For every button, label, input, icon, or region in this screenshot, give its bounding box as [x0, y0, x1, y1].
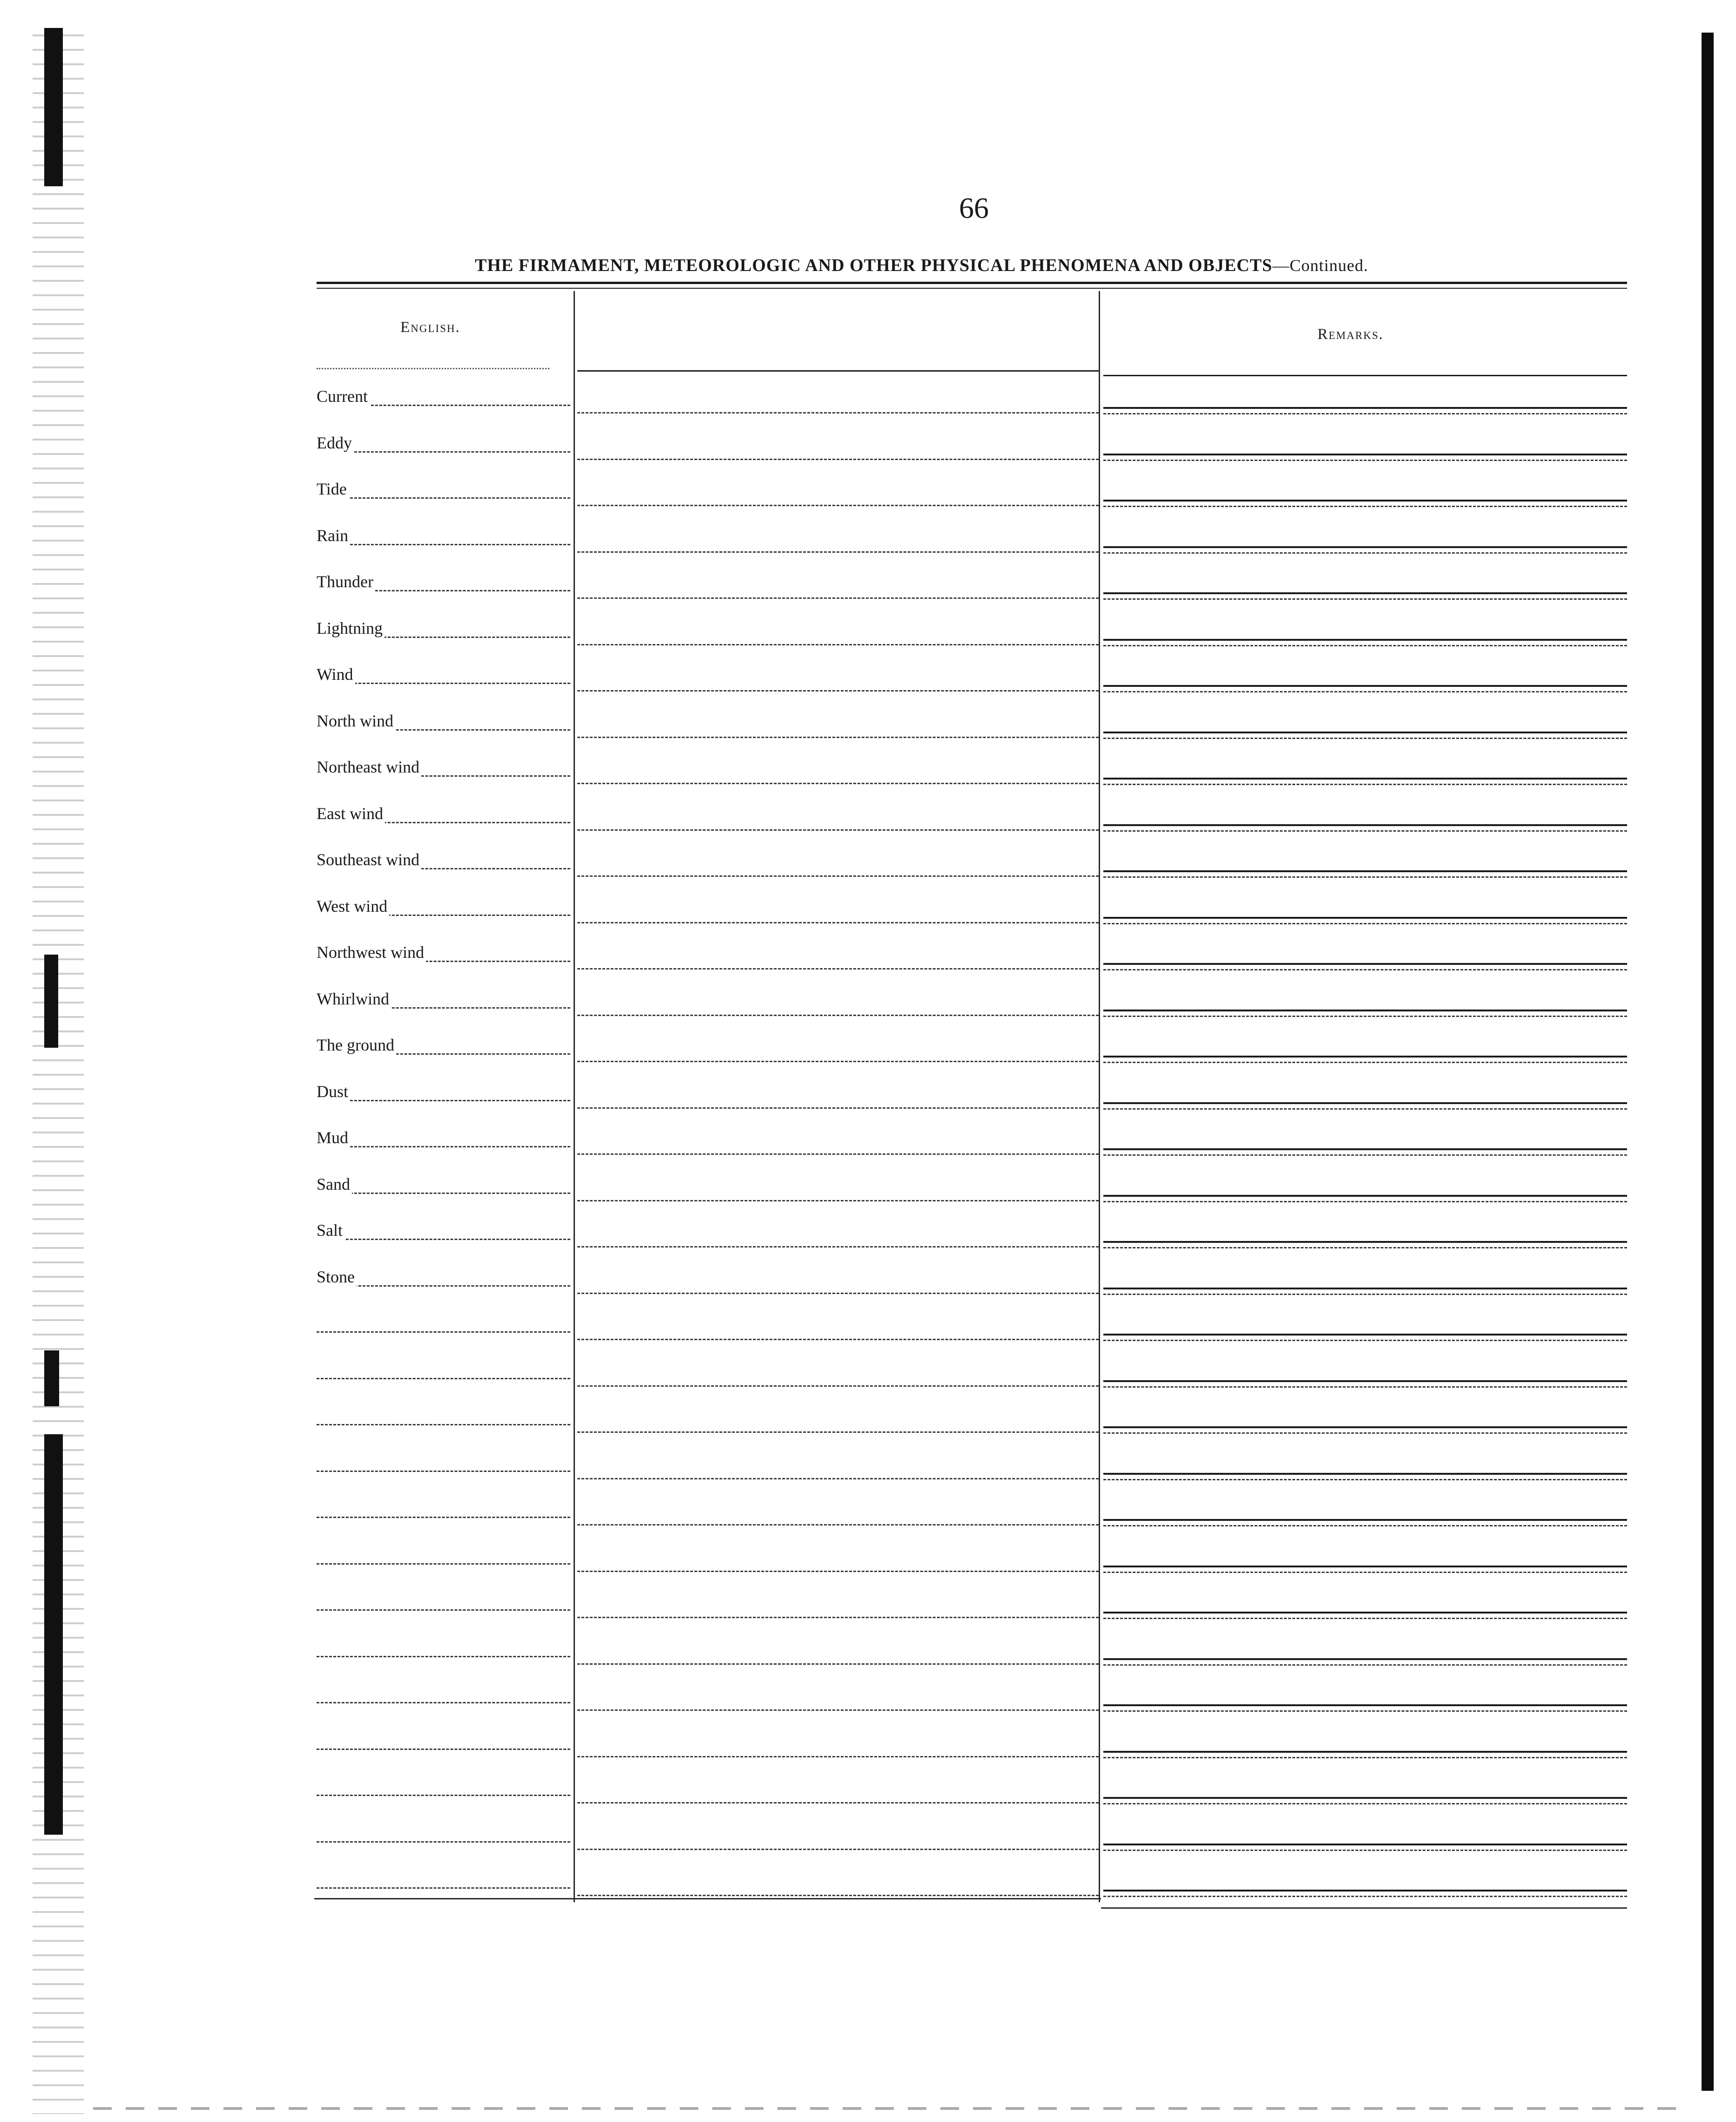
row-line-middle [577, 459, 1099, 460]
row-leader-line [317, 1193, 570, 1194]
page-title-continued: —Continued. [1272, 256, 1369, 275]
row-line-remarks [1103, 546, 1627, 548]
row-leader-line [317, 1331, 570, 1333]
table-row [0, 1156, 1736, 1202]
page-title-main: THE FIRMAMENT, METEOROLOGIC AND OTHER PHYSICAL PHENOMENA AND OBJECTS [475, 256, 1273, 275]
row-line-remarks [1103, 1612, 1627, 1614]
row-leader-line [317, 1100, 570, 1101]
row-line-middle [577, 1524, 1099, 1525]
table-row [0, 1573, 1736, 1619]
row-line-middle [577, 1385, 1099, 1387]
row-label-english: Lightning [317, 618, 385, 638]
row-line-middle [577, 1756, 1099, 1757]
table-top-rule [317, 282, 1627, 284]
row-line-middle [577, 1200, 1099, 1201]
row-leader-line [317, 1609, 570, 1611]
row-line-middle [577, 644, 1099, 645]
row-line-remarks [1103, 592, 1627, 594]
row-label-english: North wind [317, 711, 395, 731]
table-row [0, 1017, 1736, 1063]
table-row [0, 1248, 1736, 1295]
row-line-middle [577, 1617, 1099, 1618]
table-row [0, 507, 1736, 554]
row-line-remarks [1103, 917, 1627, 919]
row-label-english: East wind [317, 804, 385, 823]
row-leader-line [317, 1702, 570, 1703]
row-label-english: Whirlwind [317, 989, 391, 1009]
row-label-english: Salt [317, 1220, 344, 1240]
table-row [0, 1758, 1736, 1804]
scan-artifact-left-mark [44, 28, 63, 186]
row-line-middle [577, 737, 1099, 738]
row-leader-line [317, 1239, 570, 1240]
row-label-english: Northeast wind [317, 757, 421, 777]
row-line-remarks [1103, 1010, 1627, 1011]
row-line-middle [577, 1709, 1099, 1711]
row-line-middle [577, 597, 1099, 599]
row-label-english: Rain [317, 526, 350, 545]
table-row [0, 600, 1736, 646]
row-line-remarks [1103, 1473, 1627, 1475]
row-line-remarks [1103, 1751, 1627, 1753]
table-row [0, 1295, 1736, 1341]
row-leader-line [317, 1378, 570, 1379]
row-line-remarks [1103, 1890, 1627, 1891]
row-leader-line [317, 544, 570, 545]
row-line-remarks [1103, 1380, 1627, 1382]
row-line-middle [577, 1107, 1099, 1109]
row-label-english: Thunder [317, 572, 375, 591]
row-line-middle [577, 690, 1099, 692]
table-row [0, 1712, 1736, 1758]
row-leader-line [317, 1656, 570, 1657]
row-label-english: Sand [317, 1174, 352, 1194]
table-bottom-rule-left [314, 1898, 1101, 1899]
row-line-remarks [1103, 1797, 1627, 1799]
row-line-middle [577, 875, 1099, 877]
row-leader-line [317, 1517, 570, 1518]
table-row [0, 1387, 1736, 1434]
row-line-middle [577, 1153, 1099, 1155]
row-line-middle [577, 1802, 1099, 1803]
row-line-remarks-dashed [1103, 1896, 1627, 1897]
table-row [0, 1665, 1736, 1712]
row-line-remarks [1103, 1056, 1627, 1058]
row-line-remarks [1103, 639, 1627, 641]
row-label-english: West wind [317, 896, 389, 916]
row-line-remarks [1103, 824, 1627, 826]
table-row [0, 785, 1736, 832]
table-top-rule-thin [317, 288, 1627, 289]
row-line-remarks [1103, 1241, 1627, 1243]
column-header-english: English. [400, 319, 460, 336]
row-line-remarks [1103, 778, 1627, 780]
table-row [0, 970, 1736, 1017]
row-line-remarks [1103, 685, 1627, 687]
table-row [0, 1109, 1736, 1156]
row-label-english: Eddy [317, 433, 354, 453]
row-label-english: Northwest wind [317, 942, 426, 962]
row-line-remarks [1103, 407, 1627, 409]
row-leader-line [317, 1146, 570, 1147]
row-line-remarks [1103, 1102, 1627, 1104]
table-row [0, 1619, 1736, 1666]
table-row [0, 924, 1736, 970]
row-line-middle [577, 1339, 1099, 1340]
row-label-english: Southeast wind [317, 850, 421, 869]
row-line-remarks [1103, 1195, 1627, 1197]
row-line-middle [577, 412, 1099, 414]
table-row [0, 646, 1736, 692]
row-line-remarks [1103, 1288, 1627, 1289]
row-line-middle [577, 1061, 1099, 1062]
table-row [0, 1063, 1736, 1110]
row-line-middle [577, 1478, 1099, 1479]
row-leader-line [317, 497, 570, 499]
row-line-middle [577, 1431, 1099, 1433]
row-line-remarks [1103, 1519, 1627, 1521]
row-line-remarks [1103, 870, 1627, 872]
row-leader-line [317, 1795, 570, 1796]
row-line-remarks [1103, 500, 1627, 502]
row-leader-line [317, 1424, 570, 1425]
row-leader-line [317, 1841, 570, 1843]
row-line-remarks [1103, 1844, 1627, 1845]
page-number: 66 [959, 191, 989, 224]
row-line-remarks [1103, 963, 1627, 965]
table-row [0, 553, 1736, 600]
table-row [0, 461, 1736, 507]
row-line-middle [577, 551, 1099, 553]
row-line-remarks [1103, 1566, 1627, 1567]
row-line-remarks [1103, 732, 1627, 733]
row-leader-line [317, 1749, 570, 1750]
table-row [0, 368, 1736, 414]
row-line-middle [577, 1015, 1099, 1016]
table-row [0, 692, 1736, 739]
row-line-middle [577, 968, 1099, 969]
row-line-middle [577, 1663, 1099, 1665]
page-title [475, 255, 1368, 276]
table-row [0, 1851, 1736, 1897]
row-leader-line [317, 451, 570, 453]
row-line-middle [577, 1571, 1099, 1572]
table-row [0, 1434, 1736, 1480]
table-row [0, 831, 1736, 878]
column-header-remarks: Remarks. [1317, 326, 1384, 343]
row-label-english: Tide [317, 479, 349, 499]
row-line-remarks [1103, 1704, 1627, 1706]
row-label-english: The ground [317, 1035, 396, 1055]
row-line-middle [577, 1246, 1099, 1247]
row-leader-line [317, 1887, 570, 1889]
table-row [0, 878, 1736, 924]
table-row [0, 414, 1736, 461]
table-row [0, 1341, 1736, 1388]
row-line-middle [577, 505, 1099, 506]
row-line-remarks [1103, 1148, 1627, 1150]
table-bottom-rule-right [1101, 1907, 1627, 1909]
scan-artifact-bottom [93, 2107, 1676, 2110]
row-leader-line [317, 1471, 570, 1472]
table-row [0, 1526, 1736, 1573]
row-line-middle [577, 922, 1099, 923]
row-label-english: Mud [317, 1128, 350, 1147]
table-row [0, 1804, 1736, 1851]
row-line-middle [577, 1293, 1099, 1294]
row-line-middle [577, 1849, 1099, 1850]
row-line-remarks [1103, 454, 1627, 455]
row-line-middle [577, 829, 1099, 831]
row-label-english: Stone [317, 1267, 357, 1287]
row-line-remarks [1103, 1426, 1627, 1428]
table-row [0, 739, 1736, 785]
table-row [0, 1202, 1736, 1248]
row-label-english: Wind [317, 664, 355, 684]
row-line-middle [577, 783, 1099, 784]
table-row [0, 1480, 1736, 1526]
row-line-remarks [1103, 1658, 1627, 1660]
row-leader-line [317, 1563, 570, 1565]
row-label-english: Dust [317, 1082, 350, 1101]
row-label-english: Current [317, 386, 370, 406]
row-line-remarks [1103, 1334, 1627, 1336]
row-line-middle [577, 1895, 1099, 1896]
